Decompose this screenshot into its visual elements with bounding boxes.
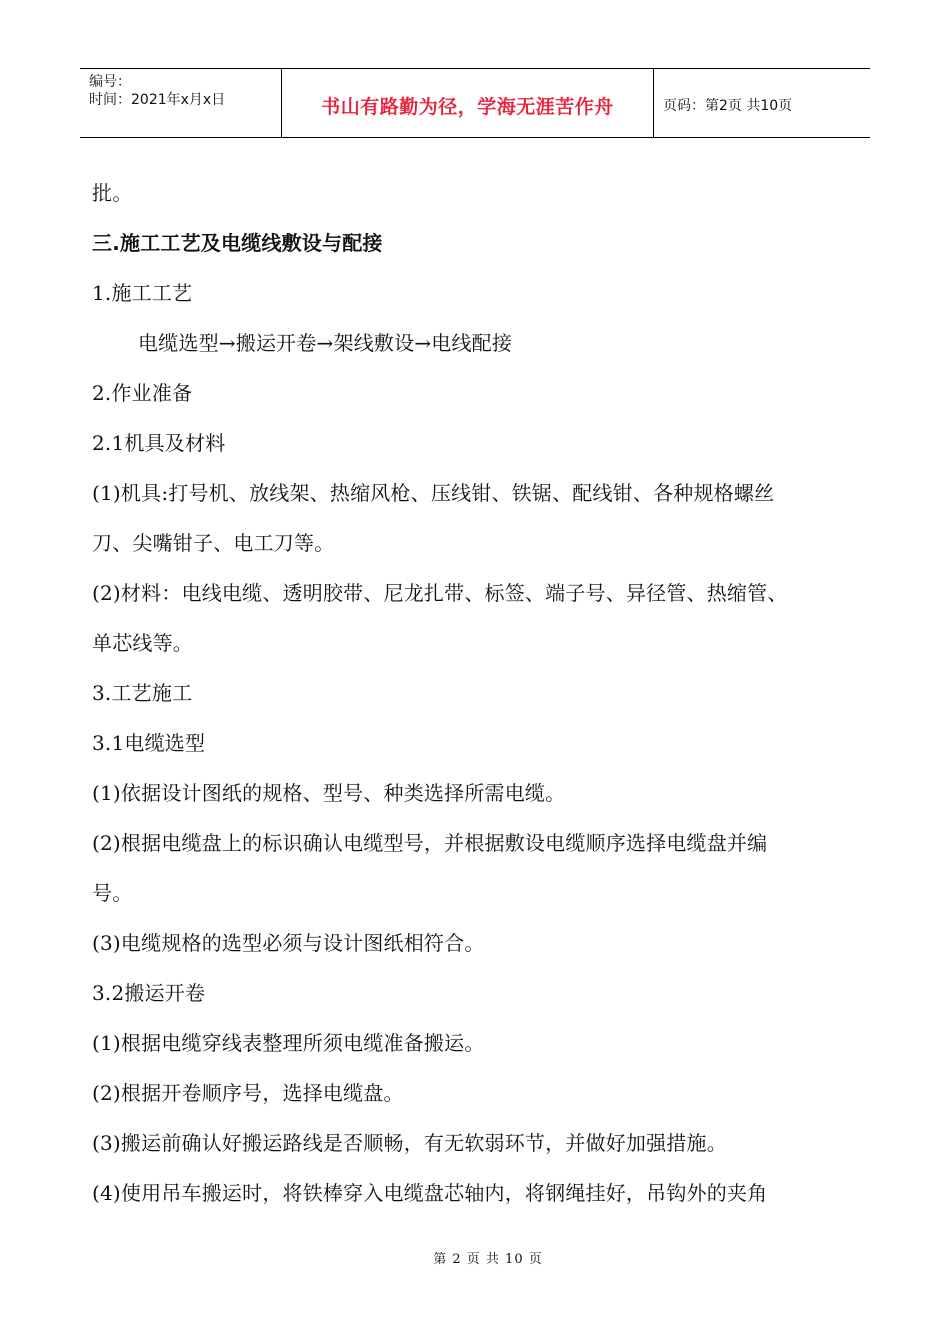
subsection-heading: 3.工艺施工 — [92, 681, 193, 705]
page-header — [80, 68, 870, 138]
body-line: 刀、尖嘴钳子、电工刀等。 — [92, 531, 335, 555]
body-line: (3)电缆规格的选型必须与设计图纸相符合。 — [92, 931, 485, 955]
subsection-heading: 2.1机具及材料 — [92, 431, 226, 455]
header-page-info: 页码：第2页 共10页 — [663, 98, 793, 114]
header-motto-cell — [282, 69, 654, 137]
subsection-heading: 3.1电缆选型 — [92, 731, 206, 755]
body-line: (1)依据设计图纸的规格、型号、种类选择所需电缆。 — [92, 781, 566, 805]
body-line: 单芯线等。 — [92, 631, 193, 655]
header-number-label: 编号： — [89, 74, 131, 90]
subsection-heading: 3.2搬运开卷 — [92, 981, 206, 1005]
section-heading: 三.施工工艺及电缆线敷设与配接 — [92, 231, 383, 255]
header-motto: 书山有路勤为径，学海无涯苦作舟 — [321, 95, 614, 118]
body-line: (2)材料：电线电缆、透明胶带、尼龙扎带、标签、端子号、异径管、热缩管、 — [92, 581, 788, 605]
header-meta — [80, 69, 282, 137]
body-line: (4)使用吊车搬运时，将铁棒穿入电缆盘芯轴内，将钢绳挂好，吊钩外的夹角 — [92, 1181, 768, 1205]
page-footer: 第 2 页 共 10 页 — [433, 1252, 543, 1267]
header-time-label: 时间：2021年x月x日 — [89, 92, 226, 108]
body-line: (2)根据电缆盘上的标识确认电缆型号，并根据敷设电缆顺序选择电缆盘并编 — [92, 831, 768, 855]
document-body — [92, 168, 872, 1218]
body-line: (1)根据电缆穿线表整理所须电缆准备搬运。 — [92, 1031, 485, 1055]
body-line: (2)根据开卷顺序号，选择电缆盘。 — [92, 1081, 404, 1105]
header-page-info-cell — [654, 69, 870, 137]
body-line: 号。 — [92, 881, 133, 905]
body-line: (1)机具:打号机、放线架、热缩风枪、压线钳、铁锯、配线钳、各种规格螺丝 — [92, 481, 775, 505]
process-flow: 电缆选型→搬运开卷→架线敷设→电线配接 — [138, 331, 513, 355]
body-line: 批。 — [92, 181, 133, 205]
body-line: (3)搬运前确认好搬运路线是否顺畅，有无软弱环节，并做好加强措施。 — [92, 1131, 727, 1155]
subsection-heading: 1.施工工艺 — [92, 281, 193, 305]
subsection-heading: 2.作业准备 — [92, 381, 193, 405]
